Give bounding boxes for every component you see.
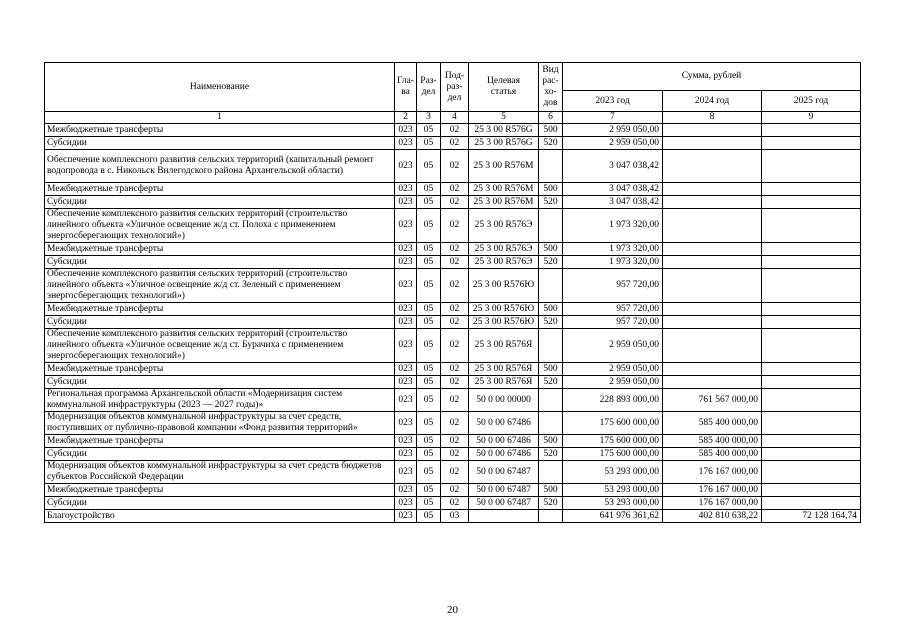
- row-subsection: 02: [441, 124, 469, 137]
- row-subsection: 03: [441, 510, 469, 523]
- row-sum-2024: [663, 316, 762, 329]
- row-sum-2024: [663, 376, 762, 389]
- row-chapter: 023: [395, 303, 417, 316]
- row-target-article: 25 3 00 R576Э: [469, 243, 539, 256]
- row-chapter: 023: [395, 461, 417, 484]
- row-expense-type: 500: [539, 124, 563, 137]
- row-name: Межбюджетные трансферты: [45, 303, 395, 316]
- row-name: Межбюджетные трансферты: [45, 484, 395, 497]
- row-sum-2024: [663, 137, 762, 150]
- row-section: 05: [417, 256, 441, 269]
- column-number: 3: [417, 112, 441, 124]
- table-row: [45, 196, 861, 209]
- table-row: [45, 209, 861, 243]
- column-number-row: [45, 112, 861, 124]
- row-target-article: 50 0 00 00000: [469, 389, 539, 412]
- row-expense-type: [539, 269, 563, 303]
- row-sum-2025: [762, 137, 861, 150]
- row-section: 05: [417, 484, 441, 497]
- page-number: 20: [447, 604, 458, 616]
- row-sum-2023: 3 047 038,42: [563, 196, 663, 209]
- header-year-2023: 2023 год: [563, 91, 663, 112]
- row-sum-2025: [762, 363, 861, 376]
- row-sum-2023: 175 600 000,00: [563, 435, 663, 448]
- row-sum-2025: [762, 303, 861, 316]
- row-sum-2025: [762, 484, 861, 497]
- row-expense-type: [539, 510, 563, 523]
- row-subsection: 02: [441, 497, 469, 510]
- row-sum-2025: [762, 435, 861, 448]
- header-section: Раз- дел: [417, 63, 441, 112]
- row-sum-2025: [762, 316, 861, 329]
- row-sum-2023: 957 720,00: [563, 303, 663, 316]
- row-section: 05: [417, 303, 441, 316]
- row-target-article: 25 3 00 R576M: [469, 183, 539, 196]
- row-sum-2025: [762, 150, 861, 183]
- table-row: [45, 329, 861, 363]
- row-sum-2025: 72 128 164,74: [762, 510, 861, 523]
- row-target-article: 25 3 00 R576Э: [469, 256, 539, 269]
- table-row: [45, 150, 861, 183]
- table-row: [45, 448, 861, 461]
- column-number: 9: [762, 112, 861, 124]
- row-sum-2024: [663, 150, 762, 183]
- row-expense-type: 520: [539, 137, 563, 150]
- header-chapter: Гла- ва: [395, 63, 417, 112]
- row-target-article: 50 0 00 67486: [469, 435, 539, 448]
- row-sum-2025: [762, 256, 861, 269]
- row-chapter: 023: [395, 316, 417, 329]
- table-row: [45, 497, 861, 510]
- row-expense-type: [539, 329, 563, 363]
- row-subsection: 02: [441, 363, 469, 376]
- row-subsection: 02: [441, 209, 469, 243]
- row-expense-type: [539, 412, 563, 435]
- column-number: 8: [663, 112, 762, 124]
- row-expense-type: 500: [539, 183, 563, 196]
- table-row: [45, 243, 861, 256]
- row-target-article: 25 3 00 R576Э: [469, 209, 539, 243]
- row-target-article: 25 3 00 R576Ю: [469, 316, 539, 329]
- row-sum-2024: [663, 256, 762, 269]
- row-sum-2024: 585 400 000,00: [663, 412, 762, 435]
- row-sum-2024: 761 567 000,00: [663, 389, 762, 412]
- row-sum-2023: 1 973 320,00: [563, 243, 663, 256]
- row-section: 05: [417, 269, 441, 303]
- row-subsection: 02: [441, 196, 469, 209]
- row-section: 05: [417, 510, 441, 523]
- row-expense-type: 520: [539, 497, 563, 510]
- row-sum-2025: [762, 196, 861, 209]
- row-subsection: 02: [441, 137, 469, 150]
- row-name: Обеспечение комплексного развития сельских территорий (капитальный ремонт водопровода в с. Никольск Вилегодского района Архангельской области): [45, 150, 395, 183]
- row-subsection: 02: [441, 461, 469, 484]
- row-section: 05: [417, 316, 441, 329]
- row-expense-type: 520: [539, 196, 563, 209]
- row-sum-2024: [663, 196, 762, 209]
- row-target-article: 50 0 00 67486: [469, 448, 539, 461]
- row-subsection: 02: [441, 303, 469, 316]
- row-expense-type: 500: [539, 435, 563, 448]
- row-subsection: 02: [441, 316, 469, 329]
- row-sum-2025: [762, 448, 861, 461]
- row-section: 05: [417, 196, 441, 209]
- row-section: 05: [417, 389, 441, 412]
- column-number: 4: [441, 112, 469, 124]
- row-chapter: 023: [395, 448, 417, 461]
- table-row: [45, 183, 861, 196]
- table-row: [45, 412, 861, 435]
- row-sum-2025: [762, 412, 861, 435]
- row-sum-2024: [663, 209, 762, 243]
- row-sum-2025: [762, 376, 861, 389]
- row-target-article: 25 3 00 R576Ю: [469, 269, 539, 303]
- row-name: Субсидии: [45, 497, 395, 510]
- row-sum-2025: [762, 209, 861, 243]
- table-row: [45, 435, 861, 448]
- row-subsection: 02: [441, 256, 469, 269]
- row-sum-2025: [762, 389, 861, 412]
- row-expense-type: 520: [539, 256, 563, 269]
- column-number: 2: [395, 112, 417, 124]
- row-chapter: 023: [395, 124, 417, 137]
- table-row: [45, 303, 861, 316]
- table-row: [45, 484, 861, 497]
- row-target-article: 25 3 00 R576Я: [469, 376, 539, 389]
- column-number: 6: [539, 112, 563, 124]
- row-sum-2023: 641 976 361,62: [563, 510, 663, 523]
- row-section: 05: [417, 183, 441, 196]
- header-subsection: Под- раз- дел: [441, 63, 469, 112]
- row-name: Субсидии: [45, 256, 395, 269]
- row-target-article: 25 3 00 R576Ю: [469, 303, 539, 316]
- row-sum-2024: [663, 269, 762, 303]
- row-name: Региональная программа Архангельской области «Модернизация систем коммунальной инфраструктуры (2023 — 2027 годы)»: [45, 389, 395, 412]
- row-sum-2025: [762, 183, 861, 196]
- row-chapter: 023: [395, 510, 417, 523]
- table-row: [45, 137, 861, 150]
- row-sum-2023: 53 293 000,00: [563, 461, 663, 484]
- column-number: 5: [469, 112, 539, 124]
- row-chapter: 023: [395, 183, 417, 196]
- row-subsection: 02: [441, 448, 469, 461]
- row-name: Межбюджетные трансферты: [45, 124, 395, 137]
- row-chapter: 023: [395, 389, 417, 412]
- row-section: 05: [417, 376, 441, 389]
- row-chapter: 023: [395, 497, 417, 510]
- column-number: 7: [563, 112, 663, 124]
- header-name: Наименование: [45, 63, 395, 112]
- table-row: [45, 376, 861, 389]
- row-sum-2023: 228 893 000,00: [563, 389, 663, 412]
- row-sum-2024: [663, 363, 762, 376]
- row-sum-2024: 176 167 000,00: [663, 484, 762, 497]
- row-expense-type: [539, 461, 563, 484]
- row-sum-2025: [762, 243, 861, 256]
- row-name: Межбюджетные трансферты: [45, 435, 395, 448]
- row-sum-2023: 53 293 000,00: [563, 497, 663, 510]
- row-target-article: 25 3 00 R576M: [469, 150, 539, 183]
- table-row: [45, 316, 861, 329]
- row-target-article: 25 3 00 R576Я: [469, 363, 539, 376]
- row-sum-2024: [663, 124, 762, 137]
- row-target-article: 25 3 00 R576G: [469, 124, 539, 137]
- row-subsection: 02: [441, 484, 469, 497]
- row-sum-2024: 176 167 000,00: [663, 461, 762, 484]
- row-name: Межбюджетные трансферты: [45, 183, 395, 196]
- row-target-article: 25 3 00 R576G: [469, 137, 539, 150]
- row-name: Межбюджетные трансферты: [45, 363, 395, 376]
- table-row: [45, 363, 861, 376]
- table-row: [45, 389, 861, 412]
- row-subsection: 02: [441, 412, 469, 435]
- column-number: 1: [45, 112, 395, 124]
- row-name: Субсидии: [45, 196, 395, 209]
- row-expense-type: [539, 209, 563, 243]
- row-chapter: 023: [395, 137, 417, 150]
- row-section: 05: [417, 243, 441, 256]
- row-expense-type: 500: [539, 484, 563, 497]
- row-name: Обеспечение комплексного развития сельских территорий (строительство линейного объекта «Уличное освещение ж/д ст. Бурачиха с применением энергосберегающих технологий»): [45, 329, 395, 363]
- row-section: 05: [417, 461, 441, 484]
- row-target-article: 25 3 00 R576Я: [469, 329, 539, 363]
- row-chapter: 023: [395, 363, 417, 376]
- row-subsection: 02: [441, 269, 469, 303]
- row-chapter: 023: [395, 243, 417, 256]
- row-section: 05: [417, 124, 441, 137]
- row-sum-2023: 3 047 038,42: [563, 183, 663, 196]
- row-sum-2024: 402 810 638,22: [663, 510, 762, 523]
- row-name: Субсидии: [45, 376, 395, 389]
- row-sum-2023: 2 959 050,00: [563, 124, 663, 137]
- row-subsection: 02: [441, 243, 469, 256]
- header-sum: Сумма, рублей: [563, 63, 861, 91]
- row-sum-2024: [663, 329, 762, 363]
- row-section: 05: [417, 412, 441, 435]
- row-expense-type: [539, 389, 563, 412]
- row-name: Благоустройство: [45, 510, 395, 523]
- table-row: [45, 510, 861, 523]
- table-row: [45, 256, 861, 269]
- row-subsection: 02: [441, 183, 469, 196]
- row-chapter: 023: [395, 256, 417, 269]
- row-sum-2023: 1 973 320,00: [563, 209, 663, 243]
- row-section: 05: [417, 497, 441, 510]
- row-section: 05: [417, 448, 441, 461]
- row-sum-2023: 175 600 000,00: [563, 412, 663, 435]
- row-chapter: 023: [395, 196, 417, 209]
- row-target-article: 50 0 00 67487: [469, 497, 539, 510]
- row-sum-2023: 957 720,00: [563, 316, 663, 329]
- row-expense-type: 500: [539, 363, 563, 376]
- row-section: 05: [417, 209, 441, 243]
- row-chapter: 023: [395, 376, 417, 389]
- table-row: [45, 461, 861, 484]
- row-name: Субсидии: [45, 137, 395, 150]
- row-sum-2023: 2 959 050,00: [563, 329, 663, 363]
- row-expense-type: 520: [539, 448, 563, 461]
- row-sum-2023: 3 047 038,42: [563, 150, 663, 183]
- row-expense-type: 520: [539, 376, 563, 389]
- row-sum-2025: [762, 124, 861, 137]
- row-chapter: 023: [395, 269, 417, 303]
- row-expense-type: 500: [539, 243, 563, 256]
- row-sum-2023: 957 720,00: [563, 269, 663, 303]
- row-sum-2025: [762, 329, 861, 363]
- row-sum-2024: [663, 303, 762, 316]
- row-name: Обеспечение комплексного развития сельских территорий (строительство линейного объекта «Уличное освещение ж/д ст. Зеленый с применением энергосберегающих технологий»): [45, 269, 395, 303]
- table-body: [45, 124, 861, 523]
- row-subsection: 02: [441, 150, 469, 183]
- table-row: [45, 269, 861, 303]
- row-expense-type: 500: [539, 303, 563, 316]
- row-chapter: 023: [395, 484, 417, 497]
- header-expense-type: Вид рас- хо- дов: [539, 63, 563, 112]
- row-sum-2025: [762, 497, 861, 510]
- row-section: 05: [417, 150, 441, 183]
- row-name: Модернизация объектов коммунальной инфраструктуры за счет средств, поступивших от публично-правовой компании «Фонд развития территорий»: [45, 412, 395, 435]
- row-name: Межбюджетные трансферты: [45, 243, 395, 256]
- row-target-article: [469, 510, 539, 523]
- row-name: Субсидии: [45, 448, 395, 461]
- row-section: 05: [417, 363, 441, 376]
- row-sum-2024: 585 400 000,00: [663, 448, 762, 461]
- row-sum-2023: 2 959 050,00: [563, 137, 663, 150]
- row-sum-2024: [663, 183, 762, 196]
- row-sum-2023: 2 959 050,00: [563, 363, 663, 376]
- table-row: [45, 124, 861, 137]
- row-target-article: 25 3 00 R576M: [469, 196, 539, 209]
- row-sum-2024: 585 400 000,00: [663, 435, 762, 448]
- row-sum-2023: 53 293 000,00: [563, 484, 663, 497]
- row-subsection: 02: [441, 389, 469, 412]
- row-chapter: 023: [395, 209, 417, 243]
- row-target-article: 50 0 00 67487: [469, 484, 539, 497]
- row-chapter: 023: [395, 435, 417, 448]
- row-subsection: 02: [441, 435, 469, 448]
- header-year-2025: 2025 год: [762, 91, 861, 112]
- row-section: 05: [417, 329, 441, 363]
- row-sum-2025: [762, 461, 861, 484]
- row-chapter: 023: [395, 329, 417, 363]
- budget-table: [44, 62, 861, 523]
- row-sum-2023: 2 959 050,00: [563, 376, 663, 389]
- row-sum-2024: 176 167 000,00: [663, 497, 762, 510]
- row-subsection: 02: [441, 376, 469, 389]
- row-name: Модернизация объектов коммунальной инфраструктуры за счет средств бюджетов субъектов Российской Федерации: [45, 461, 395, 484]
- row-chapter: 023: [395, 150, 417, 183]
- row-target-article: 50 0 00 67487: [469, 461, 539, 484]
- row-expense-type: [539, 150, 563, 183]
- row-subsection: 02: [441, 329, 469, 363]
- row-name: Обеспечение комплексного развития сельских территорий (строительство линейного объекта «Уличное освещение ж/д ст. Полоха с применением энергосберегающих технологий»): [45, 209, 395, 243]
- row-sum-2024: [663, 243, 762, 256]
- header-target-article: Целевая статья: [469, 63, 539, 112]
- row-name: Субсидии: [45, 316, 395, 329]
- row-sum-2023: 175 600 000,00: [563, 448, 663, 461]
- row-target-article: 50 0 00 67486: [469, 412, 539, 435]
- row-chapter: 023: [395, 412, 417, 435]
- row-sum-2025: [762, 269, 861, 303]
- row-sum-2023: 1 973 320,00: [563, 256, 663, 269]
- row-section: 05: [417, 137, 441, 150]
- row-expense-type: 520: [539, 316, 563, 329]
- row-section: 05: [417, 435, 441, 448]
- header-year-2024: 2024 год: [663, 91, 762, 112]
